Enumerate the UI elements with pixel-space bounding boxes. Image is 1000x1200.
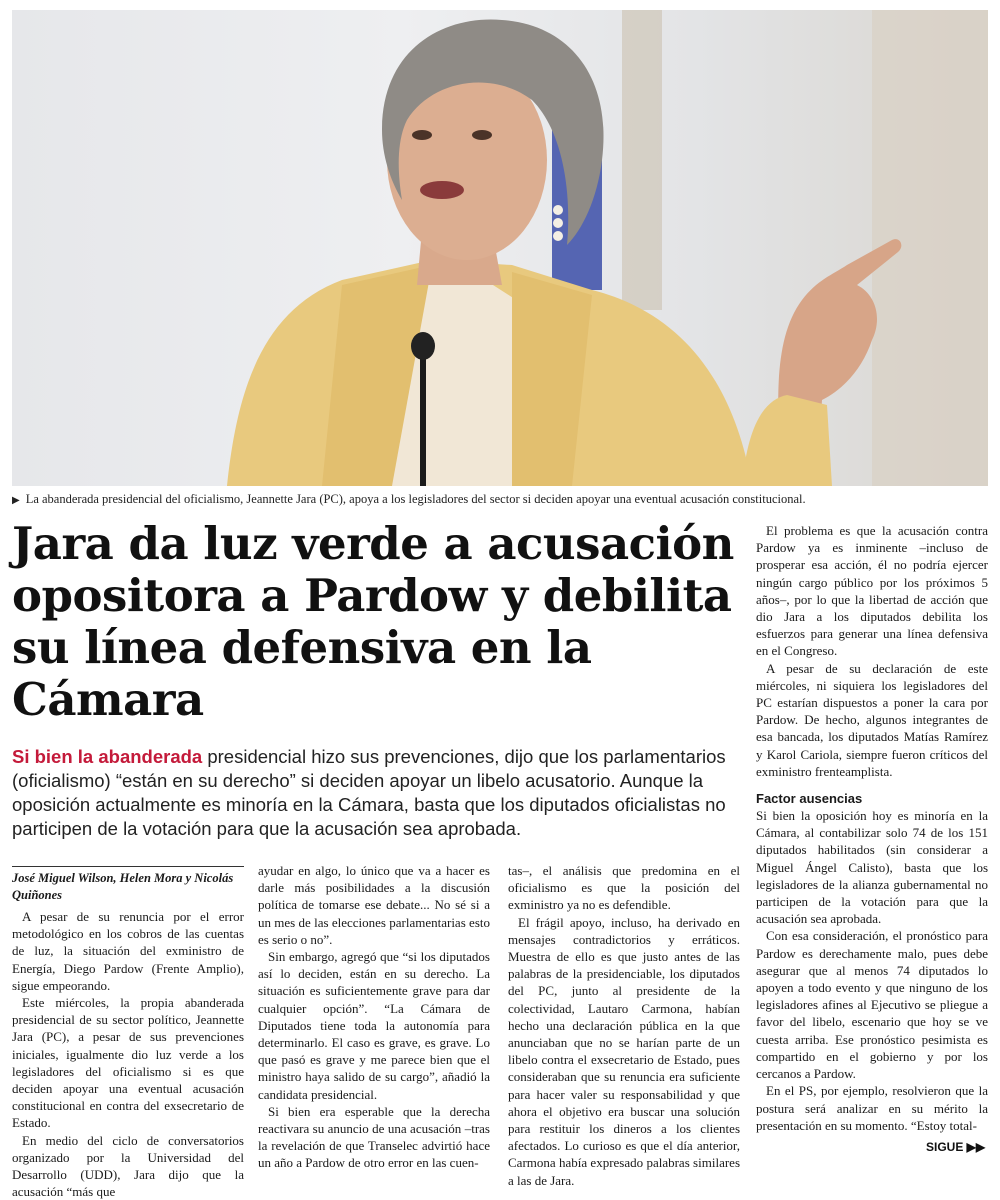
paragraph: Con esa consideración, el pronóstico para Pardow es derechamente malo, pues debe asegurar que al menos 74 diputados lo apoyen a todo evento y que ninguno de los legisladores afines al Ejecutivo se pliegue a favor del libelo, escenario que hoy se ve cuesta arriba. Ese pronóstico pesimista es compartido en el gobierno y por los cercanos a Pardow. <box>756 928 988 1082</box>
paragraph: El problema es que la acusación contra Pardow ya es inminente –incluso de prosperar esa acción, él no podría ejercer ningún cargo público por los próximos 5 años–, por lo que la libertad de acción que dio Jara a los diputados debilita los esfuerzos para generar una línea defensiva en el Congreso. <box>756 523 988 659</box>
caption-text: La abanderada presidencial del oficialismo, Jeannette Jara (PC), apoya a los legisladores del sector si deciden apoyar una eventual acusación constitucional. <box>25 492 806 506</box>
column-3 <box>508 862 740 1189</box>
lead-text: presidencial hizo sus prevenciones, dijo que los parlamentarios (oficialismo) “están en su derecho” si deciden apoyar un libelo acusatorio. Aunque la oposición actualmente es minoría en la Cámara, basta que los diputados oficialistas no participen de la votación para que la acusación sea aprobada. <box>12 746 726 839</box>
column-4 <box>756 522 988 1134</box>
paragraph: Si bien era esperable que la derecha reactivara su anuncio de una acusación –tras la revelación de que Transelec advirtió hace un año a Pardow de otro error en las cuen- <box>258 1103 490 1171</box>
byline: José Miguel Wilson, Helen Mora y Nicolás Quiñones <box>12 866 244 904</box>
paragraph: El frágil apoyo, incluso, ha derivado en mensajes contradictorios y erráticos. Muestra de ello es que justo antes de las palabras de la presidenciable, los diputados del PC, junto al presidente de la colectividad, Lautaro Carmona, habían hecho una declaración pública en la que anunciaban que no se harían parte de un libelo contra el exsecretario de Estado, pues consideraban que su renuncia era suficiente para hacer valer su responsabilidad y que ahora el objetivo era buscar una solución para restituir los dineros a los clientes afectados. Lo curioso es que el día anterior, Carmona había expresado palabras similares a las de Jara. <box>508 914 740 1188</box>
paragraph: A pesar de su declaración de este miércoles, ni siquiera los legisladores del PC estarían dispuestos a poner la cara por Pardow. De hecho, algunos integrantes de esa bancada, los diputados Matías Ramírez y Karol Cariola, siempre fueron críticos del exministro frenteamplista. <box>756 660 988 779</box>
paragraph: ayudar en algo, lo único que va a hacer es darle más posibilidades a la discusión política de tomarse ese debate... No sé si a un mes de las elecciones parlamentarias esto es serio o no”. <box>258 863 490 947</box>
speaker-illustration <box>12 10 988 486</box>
paragraph: tas–, el análisis que predomina en el oficialismo es que la posición del exministro ya no es defendible. <box>508 863 740 913</box>
section-subhead: Factor ausencias <box>756 791 863 807</box>
paragraph: Si bien la oposición hoy es minoría en la Cámara, al contabilizar solo 74 de los 151 diputados habilitados (sin considerar a Miguel Ángel Calisto), basta que los legisladores de la alianza gubernamental no participen de la votación para que la acusación sea aprobada. <box>756 808 988 927</box>
lead-paragraph <box>12 745 742 841</box>
paragraph: En medio del ciclo de conversatorios organizado por la Universidad del Desarrollo (UDD), Jara dijo que la acusación “más que <box>12 1132 244 1200</box>
caption-arrow-icon: ▶ <box>12 495 20 506</box>
continue-indicator: SIGUE ▶▶ <box>926 1140 986 1154</box>
lead-kicker: Si bien la abanderada <box>12 746 203 767</box>
column-1 <box>12 908 244 1200</box>
photo-caption <box>12 491 988 509</box>
paragraph: En el PS, por ejemplo, resolvieron que la postura será analizar en su mérito la presentación en su momento. “Estoy total- <box>756 1083 988 1133</box>
news-photo <box>12 10 988 486</box>
paragraph: Este miércoles, la propia abanderada presidencial de su sector político, Jeannette Jara (PC), a pesar de sus prevenciones iniciales, igualmente dio luz verde a los legisladores del oficialismo si es que deciden apoyar una eventual acusación constitucional en contra del exsecretario de Estado. <box>12 995 244 1131</box>
headline: Jara da luz verde a acusación opositora a Pardow y debilita su línea defensiva en la Cámara <box>12 517 734 726</box>
column-2 <box>258 862 490 1172</box>
paragraph: A pesar de su renuncia por el error metodológico en los cobros de las cuentas de luz, la situación del exministro de Energía, Diego Pardow (Frente Amplio), sigue empeorando. <box>12 909 244 993</box>
paragraph: Sin embargo, agregó que “si los diputados así lo deciden, están en su derecho. La situación es suficientemente grave para dar cualquier opción”. “La Cámara de Diputados tiene toda la autonomía para determinarlo. El caso es grave, es grave. Lo que pasó es grave y me parece bien que el ministro haya salido de su cargo”, añadió la candidata presidencial. <box>258 949 490 1102</box>
